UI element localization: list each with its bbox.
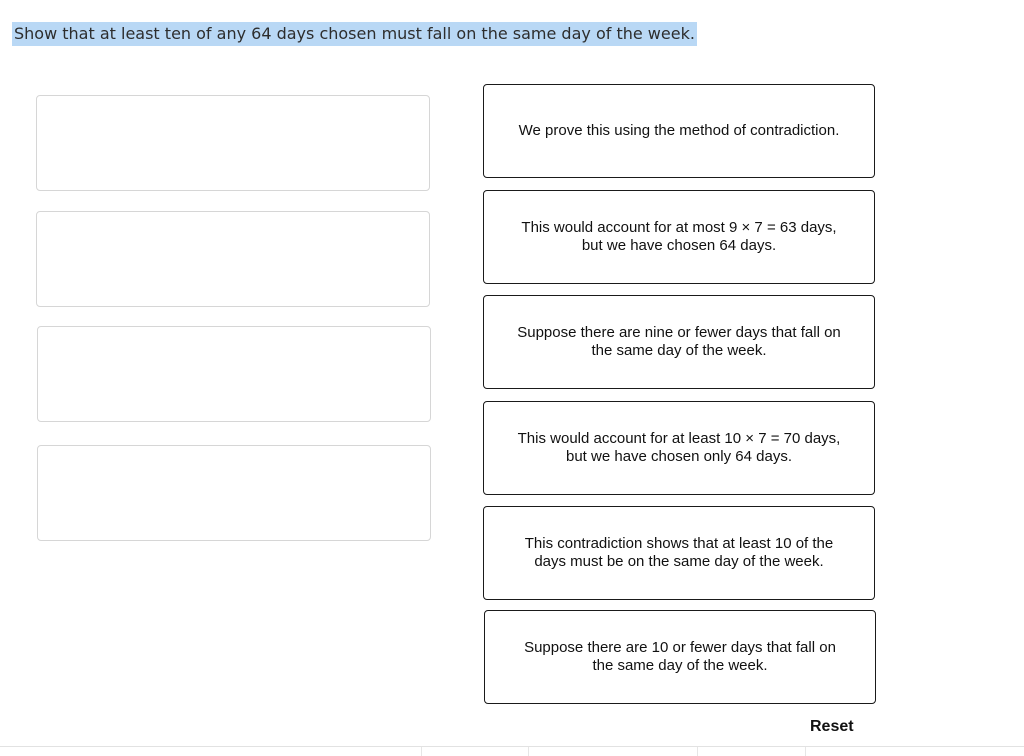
footer-divider xyxy=(0,746,1024,747)
statement-card-line: Suppose there are nine or fewer days that fall on xyxy=(517,324,841,341)
drop-zone-3[interactable] xyxy=(37,326,431,422)
statement-card-line: days must be on the same day of the week. xyxy=(534,553,824,570)
statement-card-1[interactable] xyxy=(483,84,875,178)
question-text: Show that at least ten of any 64 days chosen must fall on the same day of the week. xyxy=(12,22,697,46)
drop-zone-2[interactable] xyxy=(36,211,430,307)
drop-zone-1[interactable] xyxy=(36,95,430,191)
statement-card-5[interactable] xyxy=(483,506,875,600)
statement-card-4[interactable] xyxy=(483,401,875,495)
statement-card-3[interactable] xyxy=(483,295,875,389)
statement-card-line: the same day of the week. xyxy=(591,342,767,359)
footer-divider-tick xyxy=(805,747,806,756)
statement-card-line: This would account for at least 10 × 7 = 70 days, xyxy=(517,430,841,447)
statement-card-line: but we have chosen 64 days. xyxy=(581,237,777,254)
statement-card-line: the same day of the week. xyxy=(592,657,768,674)
statement-card-2[interactable] xyxy=(483,190,875,284)
statement-card-text: We prove this using the method of contradiction. xyxy=(518,122,840,139)
footer-divider-tick xyxy=(421,747,422,756)
statement-card-line: This would account for at most 9 × 7 = 63 days, xyxy=(521,219,837,236)
statement-card-line: Suppose there are 10 or fewer days that fall on xyxy=(524,639,836,656)
statement-card-text xyxy=(517,324,841,360)
statement-card-text xyxy=(524,639,836,675)
footer-divider-tick xyxy=(528,747,529,756)
reset-button[interactable]: Reset xyxy=(810,718,854,735)
statement-card-text xyxy=(525,535,834,571)
statement-card-text xyxy=(518,430,841,466)
statement-card-line: This contradiction shows that at least 10 of the xyxy=(524,535,834,552)
statement-card-line: but we have chosen only 64 days. xyxy=(566,448,792,465)
statement-card-6[interactable] xyxy=(484,610,876,704)
statement-card-text xyxy=(521,219,836,255)
drop-zone-4[interactable] xyxy=(37,445,431,541)
footer-divider-tick xyxy=(697,747,698,756)
